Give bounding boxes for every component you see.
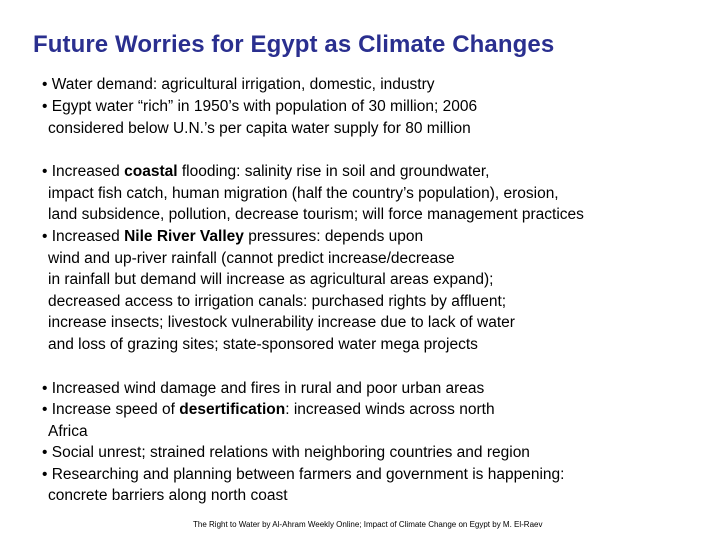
bullet-coastal-cont-2: land subsidence, pollution, decrease tourism; will force management practices [48,206,584,223]
bullet-egypt-water-rich-cont: considered below U.N.’s per capita water supply for 80 million [48,120,471,137]
coastal-keyword: coastal [124,163,178,180]
bullet-coastal-flooding [42,161,489,183]
desert-suffix: : increased winds across north [285,401,495,418]
nile-suffix: pressures: depends upon [243,228,424,245]
bullet-research-planning-cont: concrete barriers along north coast [48,487,288,504]
bullet-social-unrest: • Social unrest; strained relations with neighboring countries and region [42,444,530,461]
bullet-nile-cont-5: and loss of grazing sites; state-sponsored water mega projects [48,336,478,353]
bullet-nile-valley [42,226,423,248]
bullet-coastal-cont-1: impact fish catch, human migration (half the country’s population), erosion, [48,185,559,202]
citation: The Right to Water by Al-Ahram Weekly Online; Impact of Climate Change on Egypt by M. El-Raev [193,520,543,529]
bullet-research-planning: • Researching and planning between farmers and government is happening: [42,466,565,483]
bullet-egypt-water-rich: • Egypt water “rich” in 1950’s with population of 30 million; 2006 [42,98,478,115]
bullet-desertification [42,399,495,421]
bullet-nile-cont-3: decreased access to irrigation canals: purchased rights by affluent; [48,293,507,310]
bullet-wind-damage: • Increased wind damage and fires in rural and poor urban areas [42,380,485,397]
nile-keyword: Nile River Valley [124,228,244,245]
desert-prefix: • Increase speed of [42,401,180,418]
coastal-prefix: • Increased [42,163,125,180]
bullet-water-demand: • Water demand: agricultural irrigation, domestic, industry [42,76,435,93]
coastal-suffix: flooding: salinity rise in soil and groundwater, [177,163,490,180]
nile-prefix: • Increased [42,228,125,245]
bullet-nile-cont-2: in rainfall but demand will increase as agricultural areas expand); [48,271,494,288]
bullet-nile-cont-1: wind and up-river rainfall (cannot predict increase/decrease [48,250,455,267]
slide-title: Future Worries for Egypt as Climate Changes [33,31,555,58]
bullet-desertification-cont: Africa [48,423,88,440]
bullet-nile-cont-4: increase insects; livestock vulnerability increase due to lack of water [48,314,515,331]
desert-keyword: desertification [179,401,286,418]
